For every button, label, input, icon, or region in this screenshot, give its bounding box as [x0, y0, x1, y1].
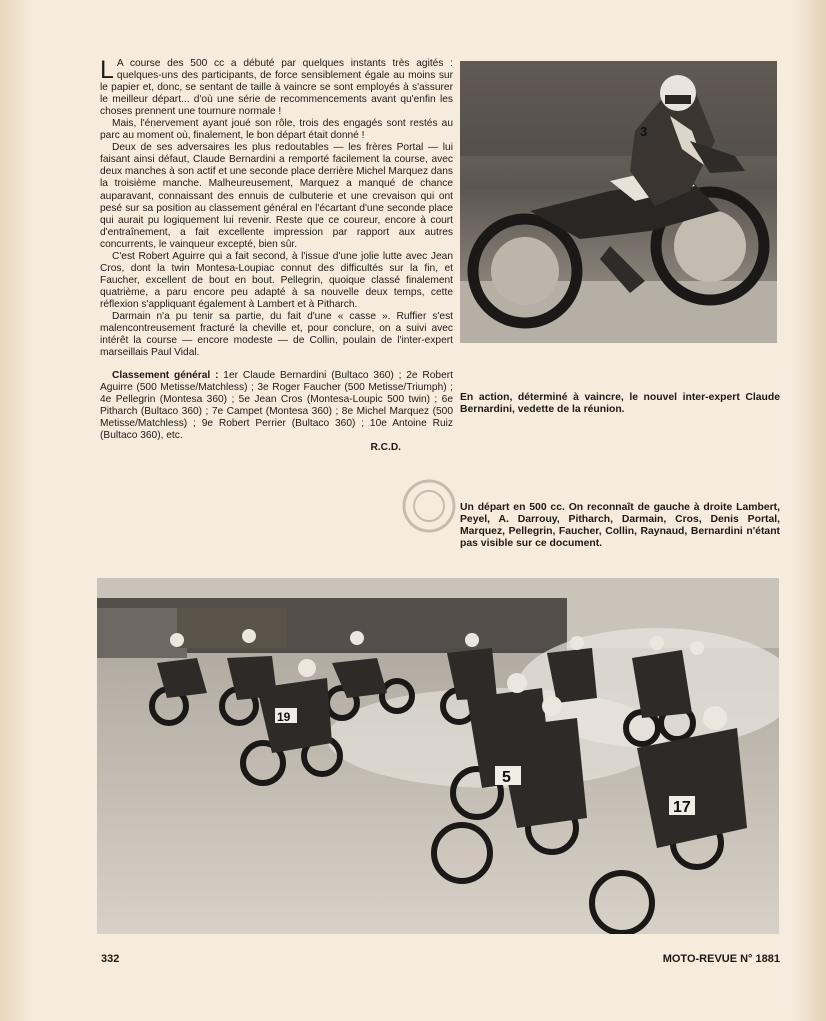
motocross-rider-photo — [460, 61, 777, 343]
rider-number-17: 17 — [673, 799, 691, 816]
rider-number-5: 5 — [502, 769, 511, 786]
rider-number-3: 3 — [640, 124, 648, 139]
watermark-stamp — [396, 478, 462, 534]
page-number: 332 — [101, 953, 120, 965]
photo-race-start — [97, 578, 779, 934]
article-paragraph-2: Mais, l'énervement ayant joué son rôle, trois des engagés sont restés au parc au moment où, finalement, le bon départ était donné ! — [100, 118, 453, 142]
caption-start-photo: Un départ en 500 cc. On reconnaît de gauche à droite Lambert, Peyel, A. Darrouy, Pitharch, Darmain, Cros, Denis Portal, Marquez, Pellegrin, Faucher, Collin, Raynaud, Bernardini n'étant pas visible sur ce document. — [460, 502, 780, 549]
caption-top-photo: En action, déterminé à vaincre, le nouvel inter-expert Claude Bernardini, vedette de la réunion. — [460, 392, 780, 415]
race-start-photo — [97, 578, 779, 934]
article-paragraph-3: Deux de ses adversaires les plus redoutables — les frères Portal — lui faisant ainsi défaut, Claude Bernardini a remporté facilement la course, avec deux manches à son actif et une seconde place derrière Michel Marquez dans la troisième manche. Malheureusement, Marquez a manqué de chance auparavant, connaissant des ennuis de culbuterie et une crevaison qui ont pesé sur sa position au classement général en l'écartant d'une seconde place qui aurait pu logiquement lui revenir. Reste que ce coureur, encore à court d'entraînement, a fait excellente impression par rapport aux autres concurrents, le vainqueur excepté, bien sûr. — [100, 142, 453, 250]
magazine-issue: MOTO-REVUE N° 1881 — [662, 953, 780, 965]
ranking-paragraph — [100, 370, 453, 442]
ranking-label: Classement général : — [112, 370, 219, 382]
rider-number-19: 19 — [277, 710, 291, 724]
drop-cap: L — [100, 56, 114, 84]
ranking-text: 1er Claude Bernardini (Bultaco 360) ; 2e Robert Aguirre (500 Metisse/Matchless) ; 3e Roger Faucher (500 Metisse/Triumph) ; 4e Pellegrin (Montesa 360) ; 5e Jean Cros (Montesa-Loupic 500 twin) ; 6e Pitharch (Bultaco 360) ; 7e Campet (Montesa 360) ; 8e Michel Marquez (500 Metisse/Matchless) ; 9e Robert Perrier (Bultaco 360) ; 10e Antoine Ruiz (Bultaco 360), etc. — [100, 370, 453, 442]
article-text — [100, 58, 453, 455]
photo-rider-bernardini — [460, 61, 777, 343]
author-signature: R.C.D. — [370, 442, 401, 454]
article-paragraph-5: Darmain n'a pu tenir sa partie, du fait d'une « casse ». Ruffier s'est malencontreusement fracturé la cheville et, pour conclure, on a suivi avec intérêt la course — encore modeste — de Collin, poulain de l'inter-expert marseillais Paul Vidal. — [100, 310, 453, 359]
article-paragraph-4: C'est Robert Aguirre qui a fait second, à l'issue d'une jolie lutte avec Jean Cros, dont la twin Montesa-Loupiac connut des difficultés sur la fin, et Faucher, excellent de bout en bout. Pellegrin, quoique classé finalement quatrième, a paru encore peu adapté à sa nouvelle deux temps, cette réflexion s'appliquant également à Lambert et à Pitharch. — [100, 250, 453, 310]
article-paragraph-1: L A course des 500 cc a débuté par quelques instants très agités : quelques-uns des participants, de force sensiblement égale au moins sur le papier et, donc, se sentant de taille à vaincre se sont employés à s'assurer le meilleur départ... d'où une série de recommencements avant qu'enfin les choses prennent une tournure normale ! — [100, 56, 453, 118]
